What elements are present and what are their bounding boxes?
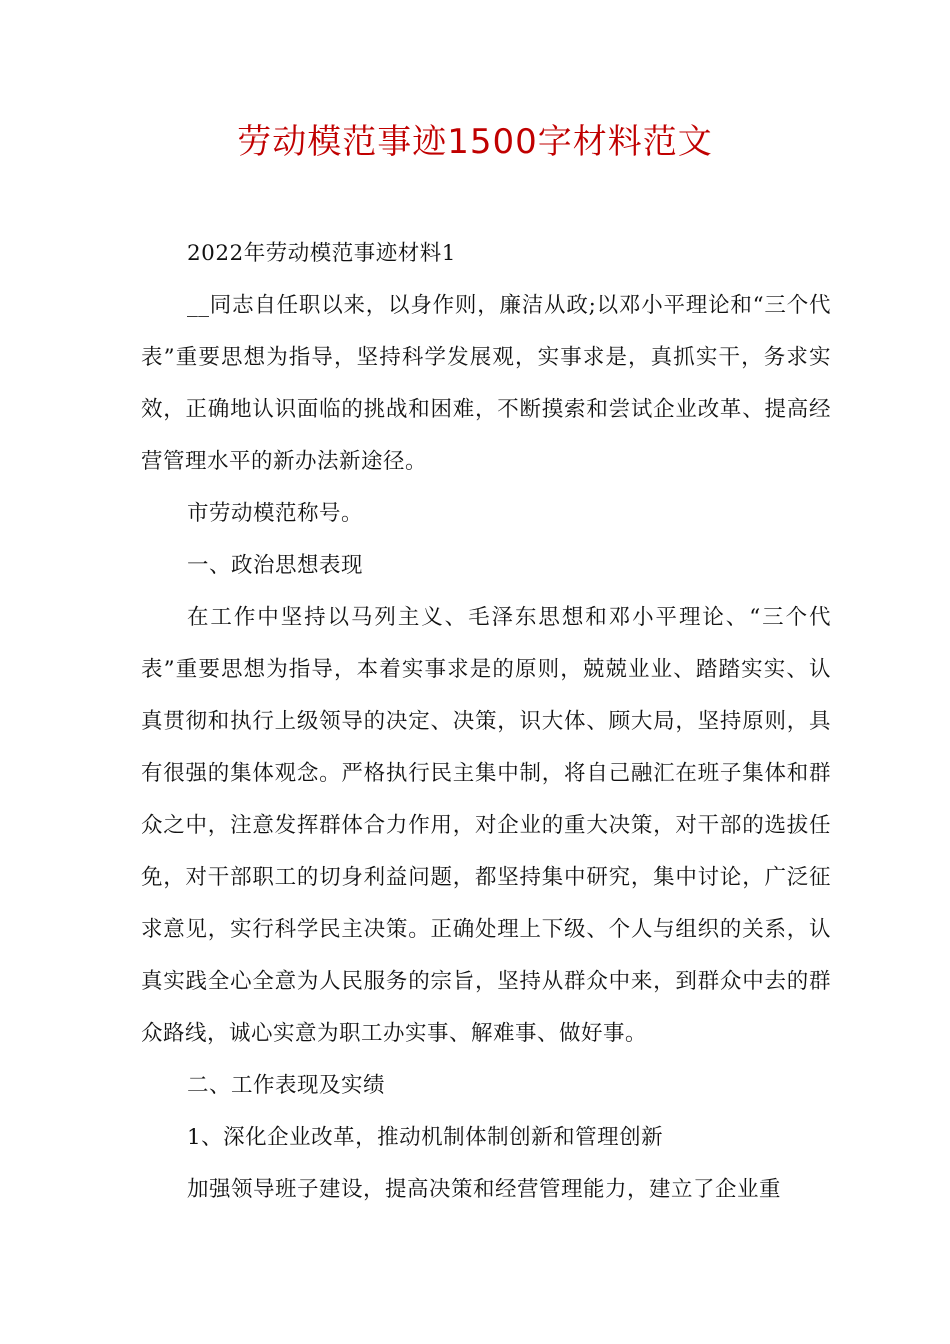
paragraph-intro: __同志自任职以来，以身作则，廉洁从政;以邓小平理论和“三个代表”重要思想为指导，坚持科学发展观，实事求是，真抓实干，务求实效，正确地认识面临的挑战和困难，不断摸索和尝试企业改革、提高经营管理水平的新办法新途径。 — [141, 293, 831, 474]
paragraph-heading-work: 二、工作表现及实绩 — [187, 1073, 386, 1098]
paragraph-heading-political: 一、政治思想表现 — [187, 553, 364, 578]
document-body — [141, 228, 831, 1216]
paragraph-political-content: 在工作中坚持以马列主义、毛泽东思想和邓小平理论、“三个代表”重要思想为指导，本着实事求是的原则，兢兢业业、踏踏实实、认真贯彻和执行上级领导的决定、决策，识大体、顾大局，坚持原则，具有很强的集体观念。严格执行民主集中制，将自己融汇在班子集体和群众之中，注意发挥群体合力作用，对企业的重大决策，对干部的选拔任免，对干部职工的切身利益问题，都坚持集中研究，集中讨论，广泛征求意见，实行科学民主决策。正确处理上下级、个人与组织的关系，认真实践全心全意为人民服务的宗旨，坚持从群众中来，到群众中去的群众路线，诚心实意为职工办实事、解难事、做好事。 — [141, 605, 831, 1046]
paragraph-reform-content: 加强领导班子建设，提高决策和经营管理能力，建立了企业重 — [187, 1177, 782, 1202]
paragraph-subheading-reform: 1、深化企业改革，推动机制体制创新和管理创新 — [187, 1125, 664, 1150]
document-title: 劳动模范事迹1500字材料范文 — [237, 122, 713, 162]
paragraph-award: 市劳动模范称号。 — [187, 501, 364, 526]
paragraph-section-heading: 2022年劳动模范事迹材料1 — [187, 241, 456, 266]
